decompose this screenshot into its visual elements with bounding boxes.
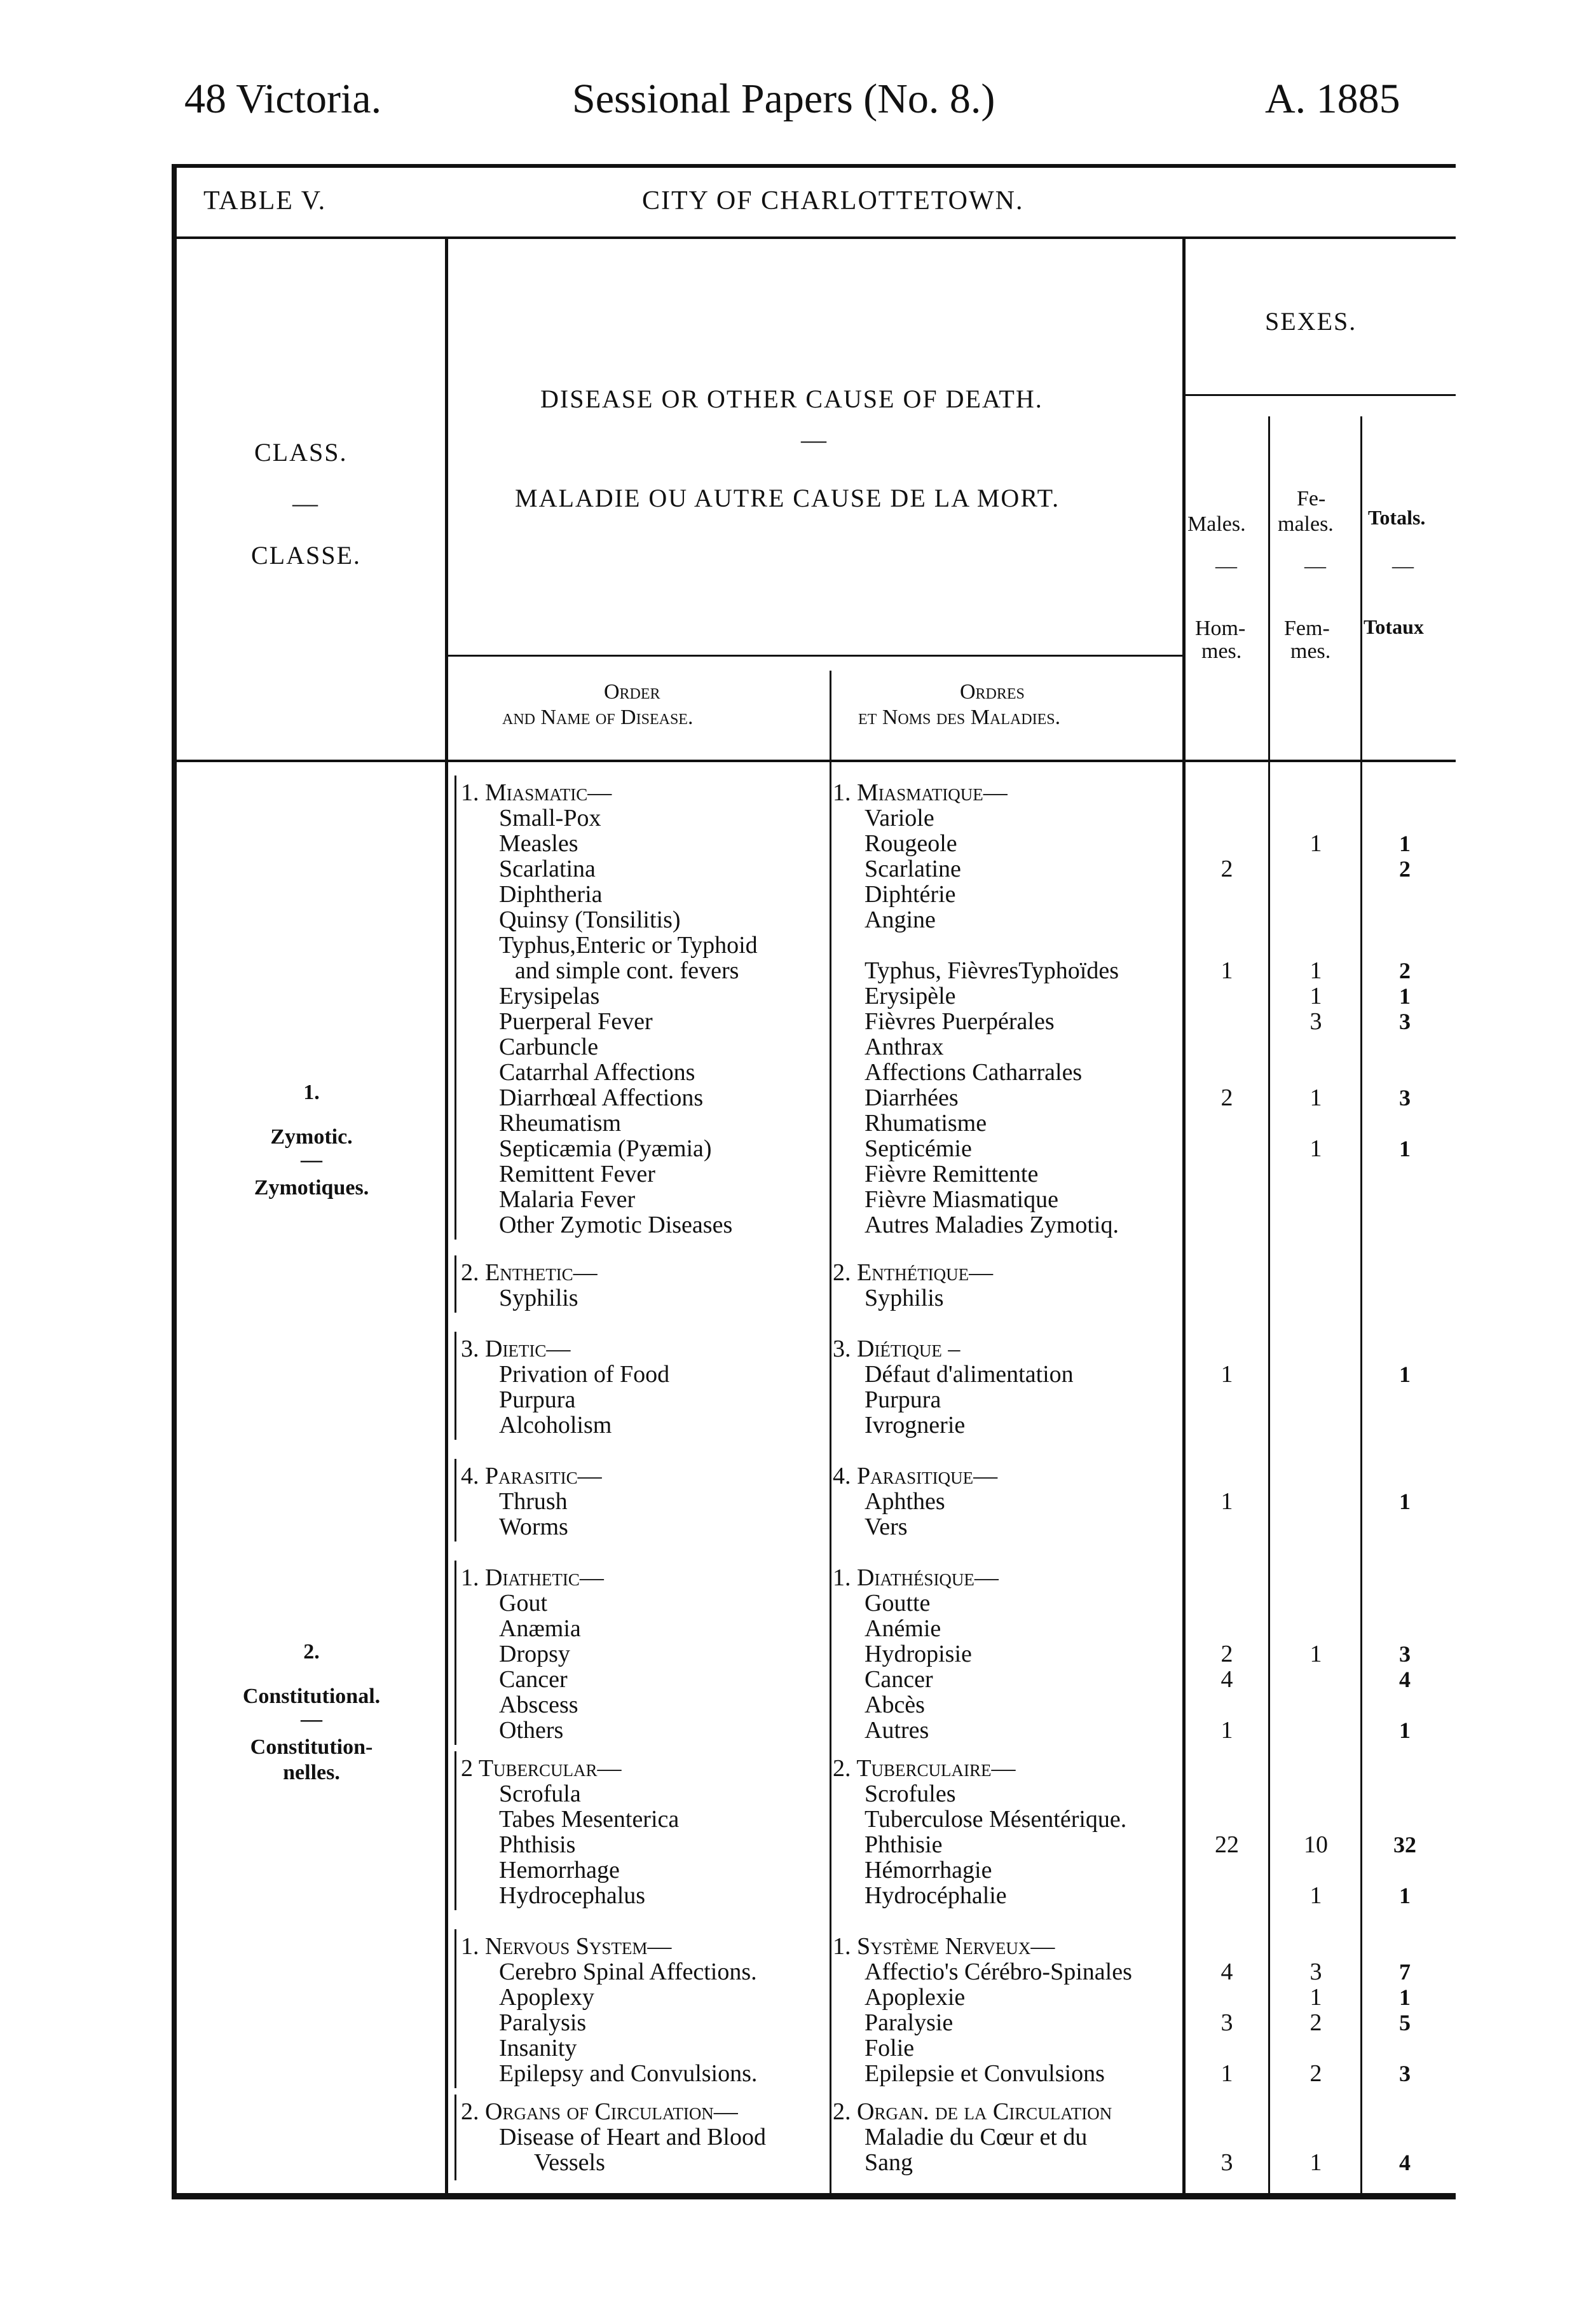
row-46-name-fr: 2. Organ. de la Circulation bbox=[833, 2098, 1112, 2125]
row-9-females: 3 bbox=[1309, 1008, 1322, 1035]
row-20-name-fr: 3. Diétique – bbox=[833, 1336, 961, 1362]
row-27-name-fr: 1. Diathésique— bbox=[833, 1564, 999, 1591]
row-48-name-en: Vessels bbox=[534, 2149, 605, 2176]
row-45-males: 1 bbox=[1220, 2060, 1233, 2087]
row-14-name-fr: Septicémie bbox=[865, 1135, 972, 1162]
row-48-name-fr: Sang bbox=[865, 2149, 913, 2176]
row-37-females: 10 bbox=[1304, 1831, 1328, 1858]
group-brace-7 bbox=[455, 2095, 456, 2180]
row-43-name-fr: Paralysie bbox=[865, 2009, 954, 2036]
row-2-name-en: Measles bbox=[499, 830, 578, 857]
row-39-females: 1 bbox=[1309, 1882, 1322, 1909]
class-2-number: 2. bbox=[303, 1640, 320, 1664]
row-7-females: 1 bbox=[1309, 957, 1322, 984]
row-3-males: 2 bbox=[1220, 856, 1233, 882]
row-38-name-en: Hemorrhage bbox=[499, 1857, 620, 1883]
row-37-name-en: Phthisis bbox=[499, 1831, 576, 1858]
row-14-total: 1 bbox=[1399, 1136, 1411, 1161]
class-header-dash: — bbox=[292, 489, 319, 517]
females-header-fr2: mes. bbox=[1290, 639, 1331, 663]
row-30-males: 2 bbox=[1220, 1641, 1233, 1667]
order-fr-line2: et Noms des Maladies. bbox=[858, 706, 1061, 729]
row-18-name-fr: 2. Enthétique— bbox=[833, 1259, 994, 1286]
row-27-name-en: 1. Diathetic— bbox=[461, 1564, 604, 1591]
row-34-name-en: 2 Tubercular— bbox=[461, 1755, 622, 1782]
header-left: 48 Victoria. bbox=[184, 76, 382, 122]
class-1-name-en: Zymotic. bbox=[270, 1125, 353, 1149]
header-right: A. 1885 bbox=[1265, 76, 1400, 122]
row-15-name-fr: Fièvre Remittente bbox=[865, 1161, 1039, 1187]
females-header-dash: — bbox=[1304, 554, 1326, 578]
row-31-name-fr: Cancer bbox=[865, 1666, 933, 1693]
row-29-name-fr: Anémie bbox=[865, 1615, 941, 1642]
row-43-females: 2 bbox=[1309, 2009, 1322, 2036]
row-42-name-en: Apoplexy bbox=[499, 1984, 594, 2011]
row-7-total: 2 bbox=[1399, 958, 1411, 983]
row-20-name-en: 3. Dietic— bbox=[461, 1336, 571, 1362]
females-header-en2: males. bbox=[1278, 512, 1334, 536]
class-2-dash: — bbox=[301, 1707, 322, 1731]
row-43-total: 5 bbox=[1399, 2010, 1411, 2035]
class-2-name-fr1: Constitution- bbox=[250, 1735, 373, 1759]
row-33-name-en: Others bbox=[499, 1717, 564, 1744]
row-44-name-fr: Folie bbox=[865, 2035, 915, 2061]
row-28-name-fr: Goutte bbox=[865, 1590, 931, 1617]
row-5-name-en: Quinsy (Tonsilitis) bbox=[499, 906, 681, 933]
males-header-en: Males. bbox=[1187, 512, 1246, 536]
totals-header-fr: Totaux bbox=[1364, 615, 1424, 638]
row-40-name-en: 1. Nervous System— bbox=[461, 1933, 672, 1960]
row-42-total: 1 bbox=[1399, 1985, 1411, 2010]
row-19-name-fr: Syphilis bbox=[865, 1285, 944, 1311]
row-14-females: 1 bbox=[1309, 1135, 1322, 1162]
row-48-males: 3 bbox=[1220, 2149, 1233, 2176]
row-18-name-en: 2. Enthetic— bbox=[461, 1259, 598, 1286]
row-8-females: 1 bbox=[1309, 983, 1322, 1009]
fr-col-divider bbox=[830, 671, 831, 2193]
row-21-name-fr: Défaut d'alimentation bbox=[865, 1361, 1074, 1388]
females-col-divider bbox=[1360, 416, 1362, 2193]
row-33-males: 1 bbox=[1220, 1717, 1233, 1744]
row-12-name-en: Diarrhœal Affections bbox=[499, 1084, 704, 1111]
row-45-name-en: Epilepsy and Convulsions. bbox=[499, 2060, 758, 2087]
row-6-name-en: Typhus,Enteric or Typhoid bbox=[499, 932, 758, 959]
row-25-name-fr: Aphthes bbox=[865, 1488, 945, 1515]
row-28-name-en: Gout bbox=[499, 1590, 547, 1617]
sexes-rule bbox=[1186, 394, 1456, 396]
row-23-name-fr: Ivrognerie bbox=[865, 1412, 966, 1439]
row-15-name-en: Remittent Fever bbox=[499, 1161, 655, 1187]
row-30-name-fr: Hydropisie bbox=[865, 1641, 972, 1667]
row-36-name-fr: Tuberculose Mésentérique. bbox=[865, 1806, 1127, 1833]
disease-header-en: DISEASE OR OTHER CAUSE OF DEATH. bbox=[540, 385, 1043, 413]
row-31-name-en: Cancer bbox=[499, 1666, 568, 1693]
totals-header-en: Totals. bbox=[1368, 506, 1426, 529]
row-37-total: 32 bbox=[1393, 1832, 1416, 1857]
class-col-divider bbox=[445, 239, 448, 2193]
row-23-name-en: Alcoholism bbox=[499, 1412, 612, 1439]
row-24-name-fr: 4. Parasitique— bbox=[833, 1463, 998, 1489]
row-8-total: 1 bbox=[1399, 983, 1411, 1009]
row-33-total: 1 bbox=[1399, 1718, 1411, 1743]
row-16-name-en: Malaria Fever bbox=[499, 1186, 636, 1213]
row-47-name-fr: Maladie du Cœur et du bbox=[865, 2124, 1088, 2150]
row-21-males: 1 bbox=[1220, 1361, 1233, 1388]
row-22-name-fr: Purpura bbox=[865, 1386, 941, 1413]
row-25-total: 1 bbox=[1399, 1489, 1411, 1514]
row-9-total: 3 bbox=[1399, 1009, 1411, 1034]
males-header-dash: — bbox=[1215, 554, 1237, 578]
row-45-females: 2 bbox=[1309, 2060, 1322, 2087]
group-brace-5 bbox=[455, 1751, 456, 1910]
row-17-name-fr: Autres Maladies Zymotiq. bbox=[865, 1212, 1119, 1238]
row-21-name-en: Privation of Food bbox=[499, 1361, 670, 1388]
row-32-name-en: Abscess bbox=[499, 1692, 578, 1718]
row-39-total: 1 bbox=[1399, 1883, 1411, 1908]
row-13-name-en: Rheumatism bbox=[499, 1110, 622, 1137]
row-4-name-fr: Diphtérie bbox=[865, 881, 956, 908]
row-12-males: 2 bbox=[1220, 1084, 1233, 1111]
row-12-females: 1 bbox=[1309, 1084, 1322, 1111]
row-9-name-fr: Fièvres Puerpérales bbox=[865, 1008, 1055, 1035]
group-brace-3 bbox=[455, 1459, 456, 1541]
row-29-name-en: Anæmia bbox=[499, 1615, 581, 1642]
row-42-name-fr: Apoplexie bbox=[865, 1984, 966, 2011]
row-19-name-en: Syphilis bbox=[499, 1285, 578, 1311]
row-43-males: 3 bbox=[1220, 2009, 1233, 2036]
row-2-total: 1 bbox=[1399, 831, 1411, 856]
row-2-females: 1 bbox=[1309, 830, 1322, 857]
males-header-fr1: Hom- bbox=[1195, 617, 1246, 640]
order-en-line1: Order bbox=[604, 680, 660, 704]
class-header-fr: CLASSE. bbox=[251, 541, 361, 570]
row-25-name-en: Thrush bbox=[499, 1488, 568, 1515]
row-25-males: 1 bbox=[1220, 1488, 1233, 1515]
row-13-name-fr: Rhumatisme bbox=[865, 1110, 987, 1137]
disease-col-divider bbox=[1182, 239, 1186, 2193]
row-39-name-en: Hydrocephalus bbox=[499, 1882, 646, 1909]
class-header-en: CLASS. bbox=[254, 438, 348, 467]
row-45-name-fr: Epilepsie et Convulsions bbox=[865, 2060, 1105, 2087]
row-37-males: 22 bbox=[1215, 1831, 1239, 1858]
row-3-name-en: Scarlatina bbox=[499, 856, 596, 882]
table-left-border bbox=[172, 167, 177, 2194]
row-10-name-en: Carbuncle bbox=[499, 1034, 599, 1060]
row-31-total: 4 bbox=[1399, 1667, 1411, 1692]
row-1-name-en: Small-Pox bbox=[499, 805, 601, 831]
row-35-name-fr: Scrofules bbox=[865, 1781, 956, 1807]
class-2-name-en: Constitutional. bbox=[242, 1685, 381, 1708]
row-14-name-en: Septicæmia (Pyæmia) bbox=[499, 1135, 712, 1162]
group-brace-4 bbox=[455, 1561, 456, 1745]
header-center: Sessional Papers (No. 8.) bbox=[572, 76, 995, 122]
row-48-females: 1 bbox=[1309, 2149, 1322, 2176]
row-12-name-fr: Diarrhées bbox=[865, 1084, 959, 1111]
row-17-name-en: Other Zymotic Diseases bbox=[499, 1212, 733, 1238]
row-7-name-en: and simple cont. fevers bbox=[515, 957, 739, 984]
males-col-divider bbox=[1268, 416, 1270, 2193]
row-11-name-fr: Affections Catharrales bbox=[865, 1059, 1083, 1086]
row-30-females: 1 bbox=[1309, 1641, 1322, 1667]
row-5-name-fr: Angine bbox=[865, 906, 936, 933]
row-41-males: 4 bbox=[1220, 1958, 1233, 1985]
table-bottom-rule bbox=[172, 2193, 1456, 2199]
row-43-name-en: Paralysis bbox=[499, 2009, 587, 2036]
row-48-total: 4 bbox=[1399, 2150, 1411, 2175]
group-brace-2 bbox=[455, 1332, 456, 1440]
row-8-name-fr: Erysipèle bbox=[865, 983, 956, 1009]
class-2-name-fr2: nelles. bbox=[283, 1761, 340, 1784]
disease-header-fr: MALADIE OU AUTRE CAUSE DE LA MORT. bbox=[515, 484, 1060, 512]
row-45-total: 3 bbox=[1399, 2061, 1411, 2086]
totals-header-dash: — bbox=[1392, 554, 1414, 578]
top-rule bbox=[172, 164, 1456, 168]
row-30-name-en: Dropsy bbox=[499, 1641, 570, 1667]
row-36-name-en: Tabes Mesenterica bbox=[499, 1806, 680, 1833]
row-41-females: 3 bbox=[1309, 1958, 1322, 1985]
row-24-name-en: 4. Parasitic— bbox=[461, 1463, 602, 1489]
order-header-rule bbox=[448, 655, 1182, 657]
row-31-males: 4 bbox=[1220, 1666, 1233, 1693]
row-47-name-en: Disease of Heart and Blood bbox=[499, 2124, 766, 2150]
order-en-line2: and Name of Disease. bbox=[502, 706, 694, 729]
row-11-name-en: Catarrhal Affections bbox=[499, 1059, 695, 1086]
row-46-name-en: 2. Organs of Circulation— bbox=[461, 2098, 738, 2125]
title-rule bbox=[172, 236, 1456, 239]
row-34-name-fr: 2. Tuberculaire— bbox=[833, 1755, 1016, 1782]
row-44-name-en: Insanity bbox=[499, 2035, 577, 2061]
row-41-name-fr: Affectio's Cérébro-Spinales bbox=[865, 1958, 1132, 1985]
row-9-name-en: Puerperal Fever bbox=[499, 1008, 653, 1035]
row-8-name-en: Erysipelas bbox=[499, 983, 600, 1009]
row-0-name-en: 1. Miasmatic— bbox=[461, 779, 612, 806]
row-16-name-fr: Fièvre Miasmatique bbox=[865, 1186, 1058, 1213]
row-37-name-fr: Phthisie bbox=[865, 1831, 943, 1858]
class-1-number: 1. bbox=[303, 1081, 320, 1104]
row-2-name-fr: Rougeole bbox=[865, 830, 957, 857]
males-header-fr2: mes. bbox=[1201, 639, 1242, 663]
row-42-females: 1 bbox=[1309, 1984, 1322, 2011]
row-1-name-fr: Variole bbox=[865, 805, 934, 831]
row-35-name-en: Scrofula bbox=[499, 1781, 581, 1807]
row-0-name-fr: 1. Miasmatique— bbox=[833, 779, 1008, 806]
row-22-name-en: Purpura bbox=[499, 1386, 576, 1413]
row-3-name-fr: Scarlatine bbox=[865, 856, 961, 882]
row-7-name-fr: Typhus, FièvresTyphoïdes bbox=[865, 957, 1119, 984]
group-brace-0 bbox=[455, 776, 456, 1240]
row-38-name-fr: Hémorrhagie bbox=[865, 1857, 992, 1883]
row-30-total: 3 bbox=[1399, 1641, 1411, 1667]
row-40-name-fr: 1. Système Nerveux— bbox=[833, 1933, 1055, 1960]
row-41-total: 7 bbox=[1399, 1959, 1411, 1985]
header-bottom-rule bbox=[172, 760, 1456, 762]
table-city-title: CITY OF CHARLOTTETOWN. bbox=[642, 186, 1024, 215]
sexes-header: SEXES. bbox=[1265, 307, 1357, 336]
row-4-name-en: Diphtheria bbox=[499, 881, 603, 908]
disease-header-dash: — bbox=[801, 425, 828, 454]
row-26-name-en: Worms bbox=[499, 1514, 568, 1540]
row-12-total: 3 bbox=[1399, 1085, 1411, 1111]
row-7-males: 1 bbox=[1220, 957, 1233, 984]
class-1-dash: — bbox=[301, 1148, 322, 1172]
row-33-name-fr: Autres bbox=[865, 1717, 929, 1744]
row-21-total: 1 bbox=[1399, 1362, 1411, 1387]
row-26-name-fr: Vers bbox=[865, 1514, 908, 1540]
class-1-name-fr: Zymotiques. bbox=[254, 1176, 369, 1200]
females-header-fr1: Fem- bbox=[1284, 617, 1330, 640]
females-header-en1: Fe- bbox=[1297, 487, 1326, 510]
group-brace-1 bbox=[455, 1255, 456, 1313]
group-brace-6 bbox=[455, 1929, 456, 2088]
row-3-total: 2 bbox=[1399, 856, 1411, 882]
order-fr-line1: Ordres bbox=[960, 680, 1025, 704]
row-32-name-fr: Abcès bbox=[865, 1692, 925, 1718]
row-41-name-en: Cerebro Spinal Affections. bbox=[499, 1958, 757, 1985]
table-label: TABLE V. bbox=[203, 186, 327, 215]
row-10-name-fr: Anthrax bbox=[865, 1034, 944, 1060]
row-39-name-fr: Hydrocéphalie bbox=[865, 1882, 1007, 1909]
